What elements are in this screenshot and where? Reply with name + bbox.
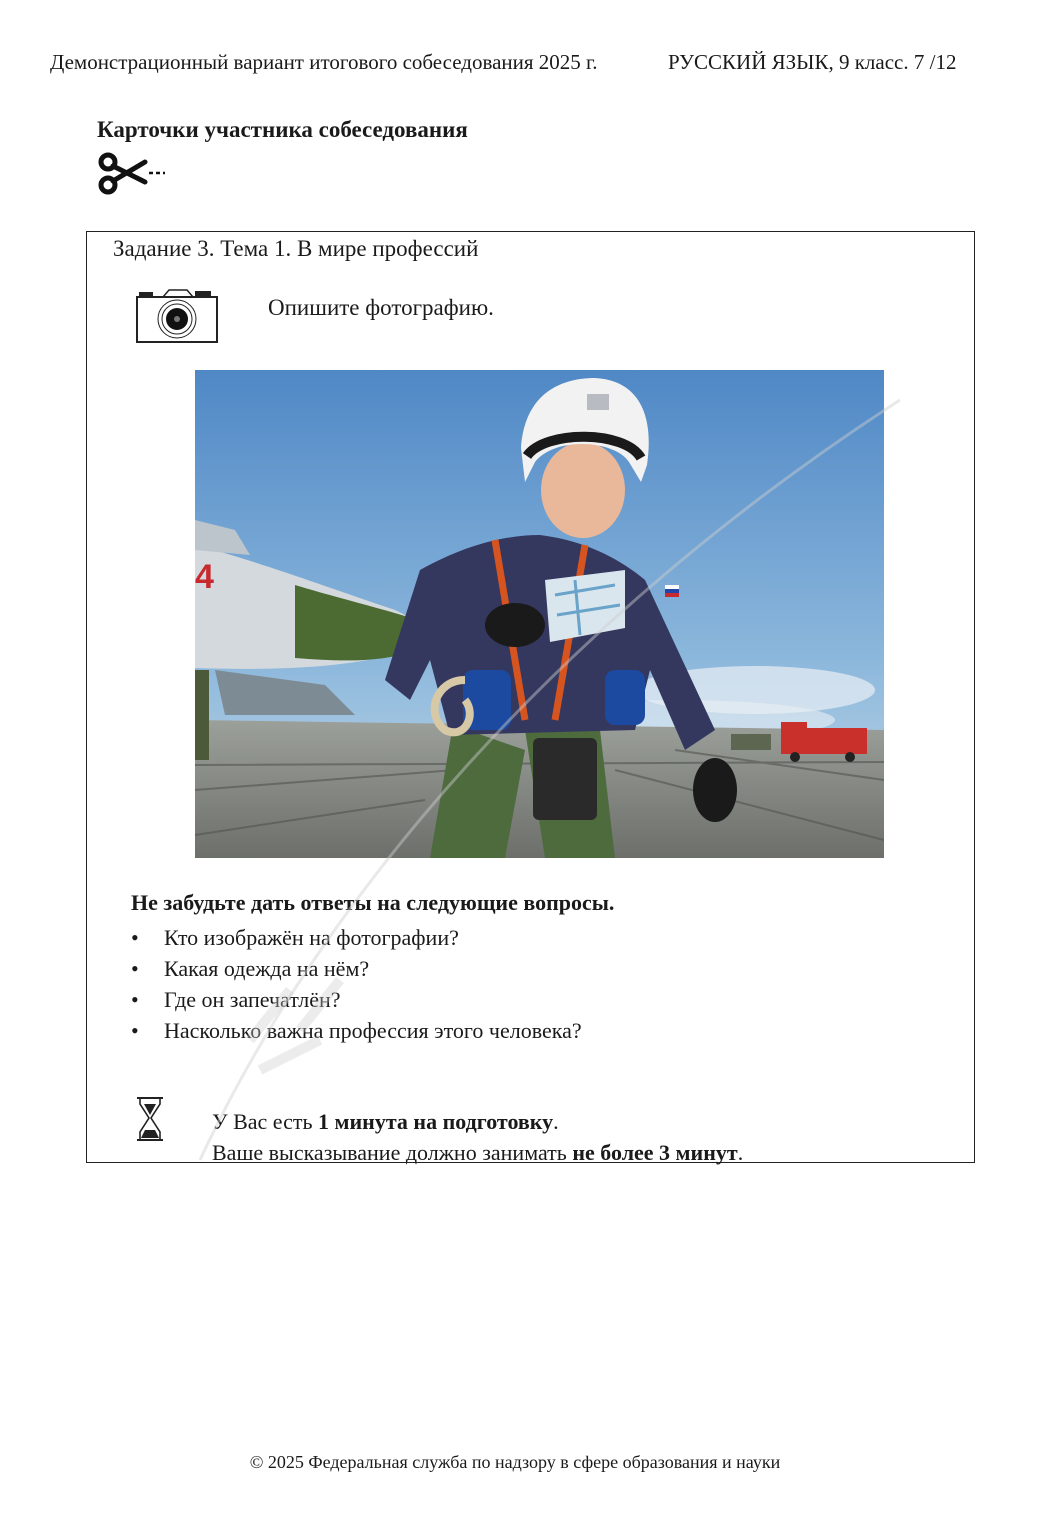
- header-left-text: Демонстрационный вариант итогового собеседования 2025 г.: [50, 50, 598, 74]
- timing-text: [212, 1106, 743, 1168]
- question-item: • Насколько важна профессия этого человека?: [131, 1015, 582, 1046]
- question-item: • Кто изображён на фотографии?: [131, 922, 582, 953]
- instruction-text: Опишите фотографию.: [268, 295, 494, 320]
- questions-list: [131, 922, 582, 1046]
- camera-icon: [135, 288, 221, 344]
- questions-title: Не забудьте дать ответы на следующие вопросы.: [131, 890, 615, 915]
- question-item: • Где он запечатлён?: [131, 984, 582, 1015]
- prep-time: 1 минута на подготовку: [318, 1109, 554, 1134]
- task-heading: Задание 3. Тема 1. В мире профессий: [113, 236, 479, 261]
- footer-copyright: © 2025 Федеральная служба по надзору в сфере образования и науки: [249, 1452, 781, 1472]
- question-item: • Какая одежда на нём?: [131, 953, 582, 984]
- header-right-text: РУССКИЙ ЯЗЫК, 9 класс. 7 /12: [668, 50, 957, 74]
- answer-time-limit: не более 3 минут: [572, 1140, 738, 1165]
- timing-line-1: У Вас есть 1 минута на подготовку.: [212, 1109, 559, 1134]
- task-photo: [195, 370, 884, 858]
- section-title: Карточки участника собеседования: [97, 117, 468, 142]
- timing-line-2: Ваше высказывание должно занимать не более 3 минут.: [212, 1140, 744, 1165]
- hourglass-icon: [135, 1096, 165, 1142]
- scissors-icon: [97, 148, 165, 198]
- task-card: [86, 231, 975, 1163]
- jet-tail-number: 4: [195, 558, 214, 596]
